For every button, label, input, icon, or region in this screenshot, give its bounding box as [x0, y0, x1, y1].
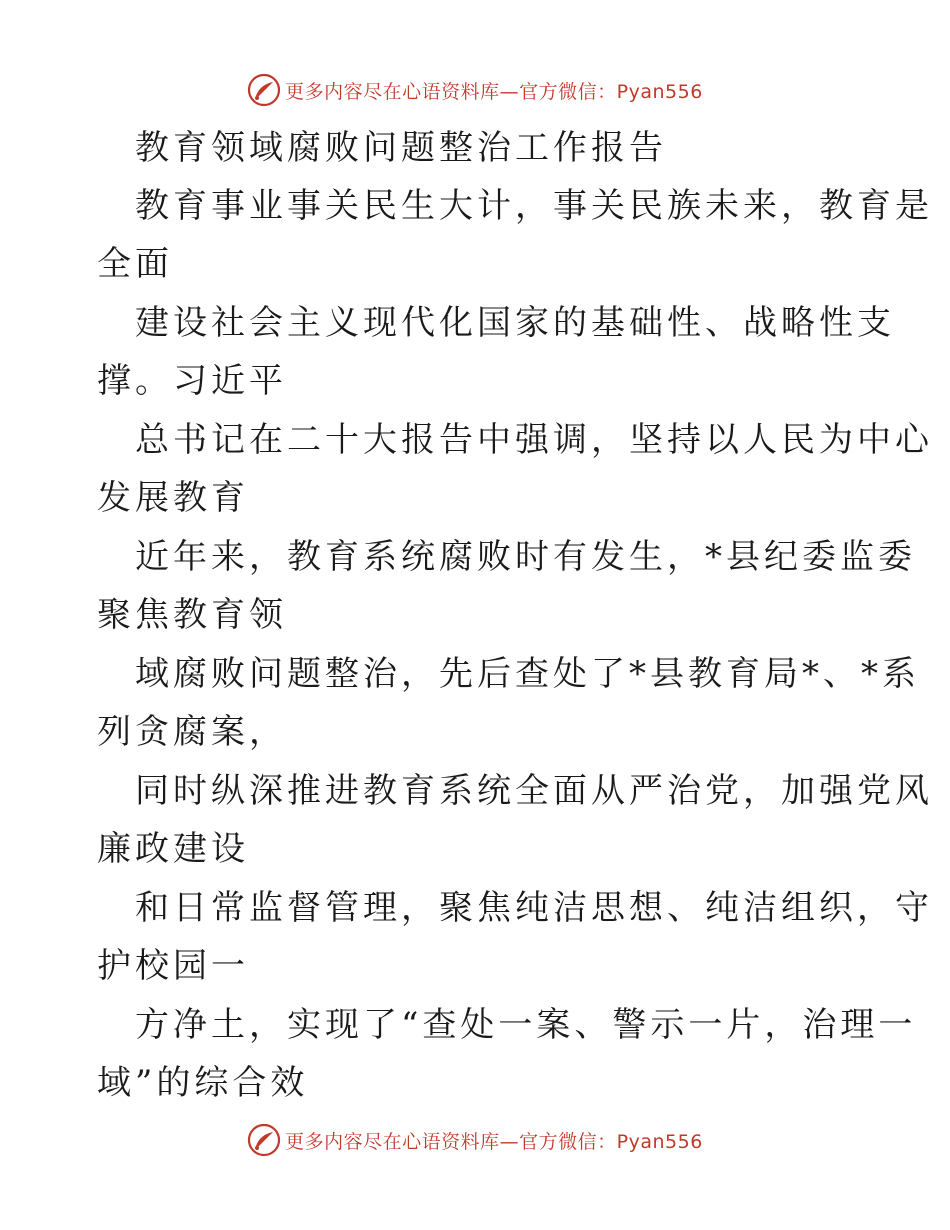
watermark-text: 更多内容尽在心语资料库—官方微信：Pyan556 [285, 1130, 703, 1153]
paragraph-line: 发展教育 [97, 478, 249, 518]
document-title: 教育领域腐败问题整治工作报告 [135, 128, 667, 168]
watermark-footer [0, 1120, 950, 1160]
paragraph-line: 撑。习近平 [97, 361, 287, 401]
paragraph-line: 建设社会主义现代化国家的基础性、战略性支 [135, 303, 895, 343]
paragraph-line: 同时纵深推进教育系统全面从严治党，加强党风 [135, 771, 933, 811]
paragraph-line: 廉政建设 [97, 829, 249, 869]
watermark-text: 更多内容尽在心语资料库—官方微信：Pyan556 [285, 80, 703, 103]
paragraph-line: 聚焦教育领 [97, 595, 287, 635]
paragraph-line: 教育事业事关民生大计，事关民族未来，教育是 [135, 186, 933, 226]
paragraph-line: 域”的综合效 [97, 1063, 309, 1103]
paragraph-line: 护校园一 [97, 946, 249, 986]
brand-logo-icon [247, 73, 281, 107]
watermark-header [0, 70, 950, 110]
paragraph-line: 域腐败问题整治，先后查处了*县教育局*、*系 [135, 654, 920, 694]
paragraph-line: 方净土，实现了“查处一案、警示一片，治理一 [135, 1005, 917, 1045]
paragraph-line: 全面 [97, 244, 173, 284]
brand-logo-icon [247, 1123, 281, 1157]
paragraph-line: 列贪腐案， [97, 712, 287, 752]
paragraph-line: 和日常监督管理，聚焦纯洁思想、纯洁组织，守 [135, 888, 933, 928]
paragraph-line: 近年来，教育系统腐败时有发生，*县纪委监委 [135, 537, 916, 577]
paragraph-line: 总书记在二十大报告中强调，坚持以人民为中心 [135, 420, 933, 460]
